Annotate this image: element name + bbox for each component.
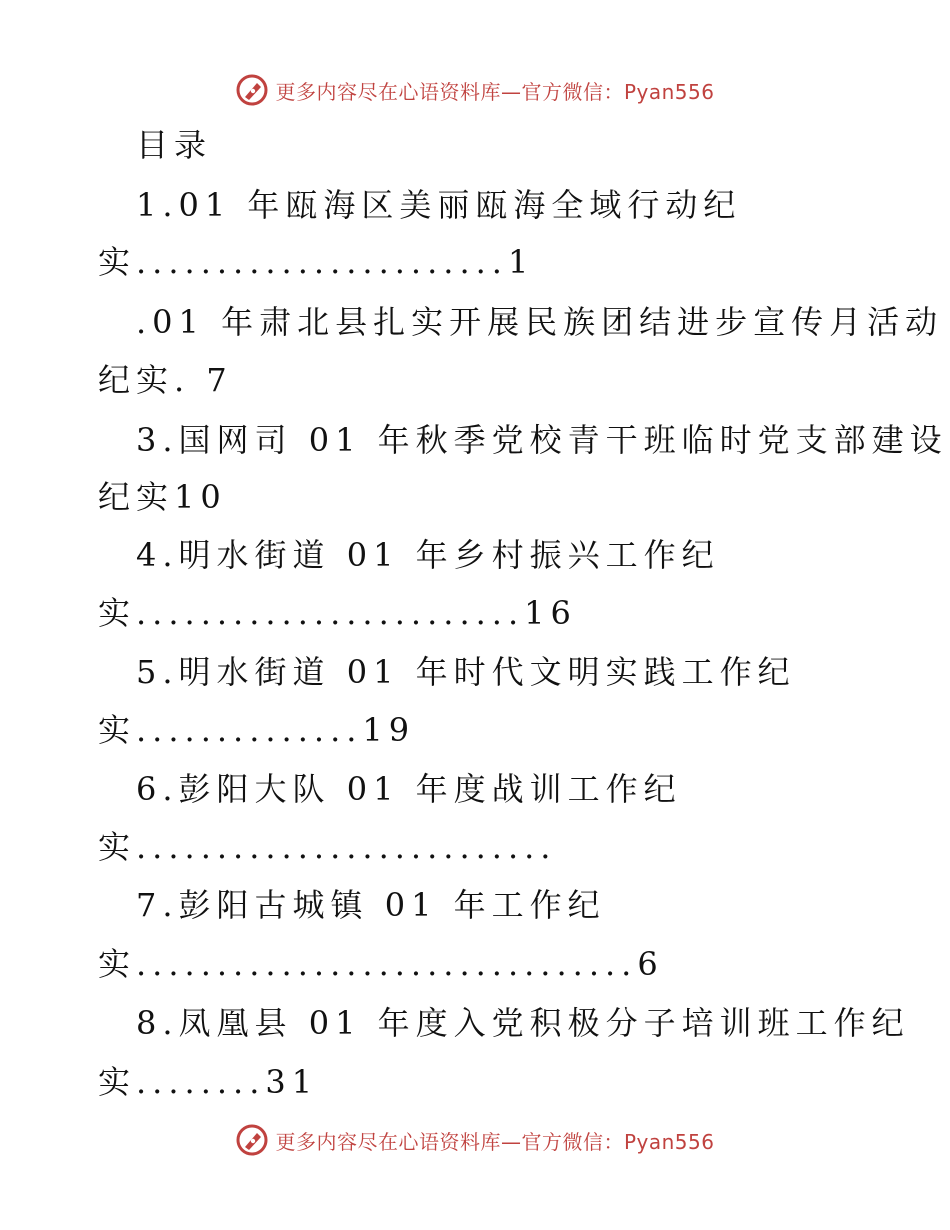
toc-line: 实........31 bbox=[98, 1063, 319, 1101]
watermark-header bbox=[0, 70, 950, 110]
toc-line: 5.明水街道 01 年时代文明实践工作纪 bbox=[136, 653, 796, 691]
toc-line: 实..............19 bbox=[98, 711, 416, 749]
toc-line: .01 年肃北县扎实开展民族团结进步宣传月活动 bbox=[136, 303, 944, 341]
toc-heading: 目录 bbox=[136, 126, 213, 164]
toc-line: 1.01 年瓯海区美丽瓯海全域行动纪 bbox=[136, 186, 742, 224]
watermark-footer bbox=[0, 1120, 950, 1160]
watermark-text: 更多内容尽在心语资料库—官方微信：Pyan556 bbox=[275, 79, 715, 104]
toc-line: 3.国网司 01 年秋季党校青干班临时党支部建设 bbox=[136, 421, 948, 459]
watermark-text: 更多内容尽在心语资料库—官方微信：Pyan556 bbox=[275, 1129, 715, 1154]
toc-line: 实...............................6 bbox=[98, 945, 664, 983]
pen-nib-circle-logo-icon bbox=[235, 1123, 269, 1157]
toc-line: 实.......................... bbox=[98, 828, 557, 866]
toc-line: 纪实10 bbox=[98, 478, 227, 516]
pen-nib-circle-logo-icon bbox=[235, 73, 269, 107]
toc-line: 实........................16 bbox=[98, 594, 577, 632]
toc-line: 4.明水街道 01 年乡村振兴工作纪 bbox=[136, 536, 720, 574]
toc-line: 7.彭阳古城镇 01 年工作纪 bbox=[136, 886, 606, 924]
toc-line: 6.彭阳大队 01 年度战训工作纪 bbox=[136, 770, 682, 808]
toc-line: 纪实. 7 bbox=[98, 361, 233, 399]
toc-line: 实.......................1 bbox=[98, 243, 535, 281]
toc-line: 8.凤凰县 01 年度入党积极分子培训班工作纪 bbox=[136, 1004, 910, 1042]
